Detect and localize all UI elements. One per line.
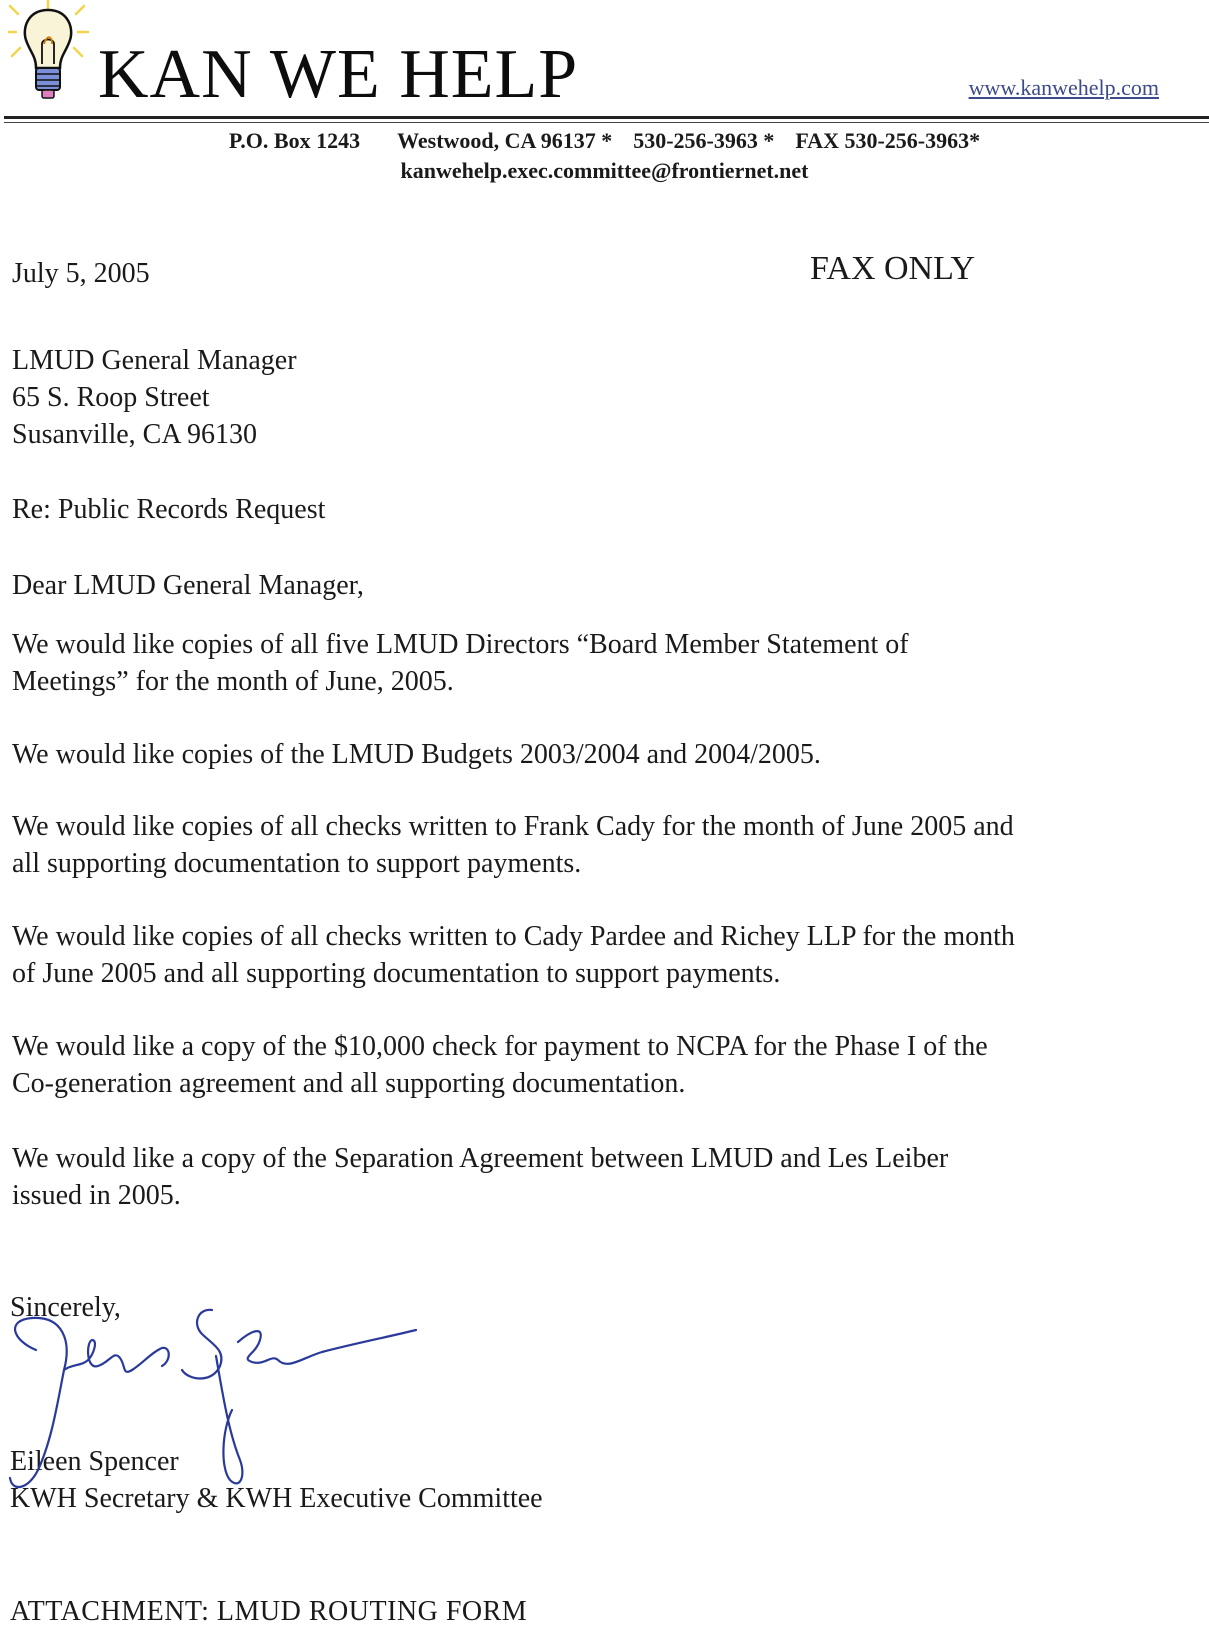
header-divider-thin [4,122,1209,123]
lightbulb-icon [8,0,90,108]
recipient-address [12,342,297,453]
fax-number: FAX 530-256-3963* [795,128,981,153]
handwritten-signature [2,1300,452,1500]
signer-title: KWH Secretary & KWH Executive Committee [10,1483,543,1514]
delivery-note: FAX ONLY [810,250,976,287]
recipient-line: 65 S. Roop Street [12,382,210,413]
email-address[interactable]: kanwehelp.exec.committee@frontiernet.net [400,158,809,183]
body-paragraph [12,736,1207,773]
attachment-note: ATTACHMENT: LMUD ROUTING FORM [10,1596,528,1627]
letter-date: July 5, 2005 [12,258,150,289]
signer-name: Eileen Spencer [10,1446,179,1477]
paragraph-line: We would like copies of all checks written to Frank Cady for the month of June 2005 and [12,811,1014,842]
paragraph-line: Meetings” for the month of June, 2005. [12,666,454,697]
paragraph-line: We would like copies of all five LMUD Directors “Board Member Statement of [12,629,909,660]
paragraph-line: We would like copies of all checks written to Cady Pardee and Richey LLP for the month [12,921,1015,952]
paragraph-line: all supporting documentation to support payments. [12,848,582,879]
body-paragraph [12,1140,1207,1214]
salutation: Dear LMUD General Manager, [12,570,364,601]
website-link[interactable]: www.kanwehelp.com [968,75,1159,100]
paragraph-line: We would like copies of the LMUD Budgets 2003/2004 and 2004/2005. [12,739,821,770]
paragraph-line: Co-generation agreement and all supporting documentation. [12,1068,686,1099]
body-paragraph [12,918,1207,992]
recipient-line: Susanville, CA 96130 [12,419,258,450]
paragraph-line: of June 2005 and all supporting documentation to support payments. [12,958,781,989]
body-paragraph [12,808,1207,882]
closing: Sincerely, [10,1292,121,1323]
organization-name: KAN WE HELP [98,36,579,113]
phone-number: 530-256-3963 * [633,128,775,153]
contact-address-line [0,128,1209,154]
subject-line: Re: Public Records Request [12,494,326,525]
paragraph-line: issued in 2005. [12,1180,181,1211]
header-divider [4,116,1209,119]
paragraph-line: We would like a copy of the $10,000 check for payment to NCPA for the Phase I of the [12,1031,988,1062]
city-state-zip: Westwood, CA 96137 * [397,128,613,153]
po-box: P.O. Box 1243 [228,128,361,153]
body-paragraph [12,1028,1207,1102]
body-paragraph [12,626,1207,700]
recipient-line: LMUD General Manager [12,345,297,376]
paragraph-line: We would like a copy of the Separation Agreement between LMUD and Les Leiber [12,1143,949,1174]
